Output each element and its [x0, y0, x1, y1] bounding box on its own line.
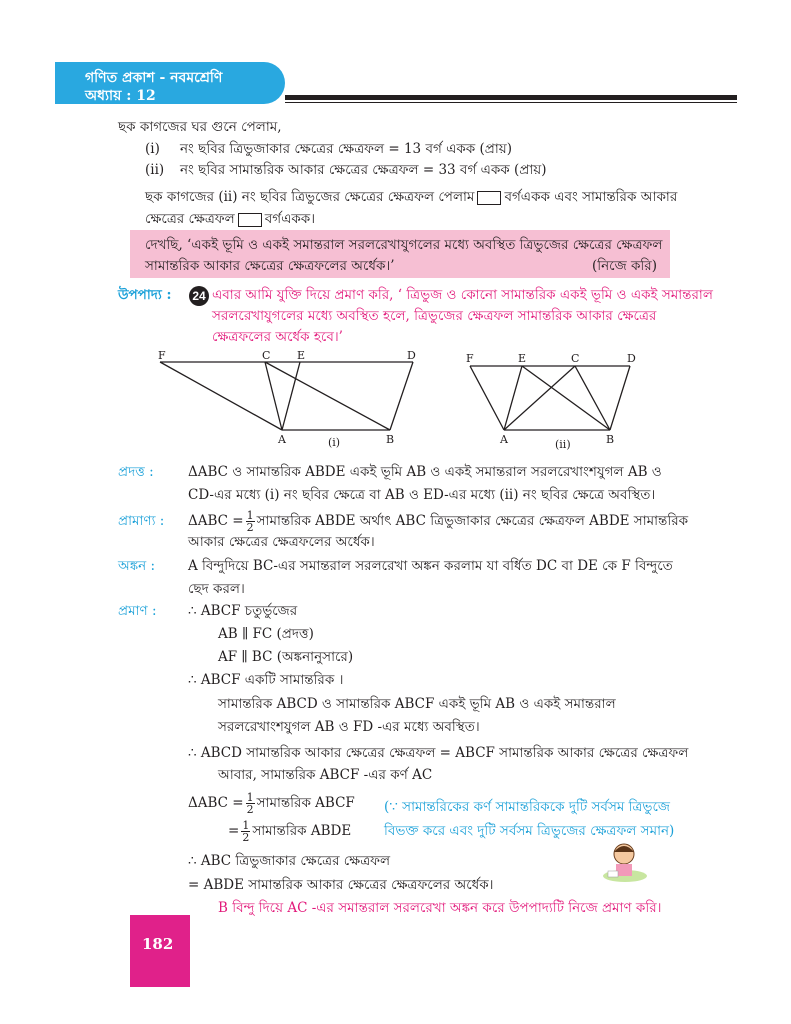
fill-line-1	[145, 188, 677, 206]
proof-line-8: আবার, সামান্তরিক ABCF -এর কর্ণ AC	[218, 767, 433, 783]
list-num-2: (ii)	[145, 162, 165, 178]
list-num-1: (i)	[145, 141, 160, 157]
theorem-line-3: ক্ষেত্রফলের অর্ধেক হবে।’	[212, 329, 343, 345]
highlight-line-1: দেখছি, ‘একই ভূমি ও একই সমান্তরাল সরলরেখাযুগলের মধ্যে অবস্থিত ত্রিভুজের ক্ষেত্রের ক্ষেত্রফল	[145, 237, 663, 253]
to-prove-line-2: আকার ক্ষেত্রের ক্ষেত্রফলের অর্ধেক।	[188, 534, 375, 550]
fig1-label-d: D	[407, 349, 416, 362]
page-number-tab	[130, 915, 190, 987]
given-line-1: ΔABC ও সামান্তরিক ABDE একই ভূমি AB ও একই সমান্তরাল সরলরেখাংশযুগল AB ও	[188, 464, 662, 480]
page-number: 182	[142, 935, 174, 953]
figure-2	[466, 352, 636, 451]
proof-line-4: ∴ ABCF একটি সামান্তরিক ।	[188, 672, 344, 688]
fig2-label-c: C	[571, 352, 580, 365]
proof-line-2: AB ∥ FC (প্রদত্ত)	[218, 626, 314, 642]
proof-conclusion-1: ∴ ABC ত্রিভুজাকার ক্ষেত্রের ক্ষেত্রফল	[188, 853, 391, 869]
figures	[150, 348, 650, 453]
proof-line-3: AF ∥ BC (অঙ্কনানুসারে)	[218, 649, 354, 665]
student-illustration-icon	[600, 838, 650, 883]
fill-line-1-a: ছক কাগজের (ii) নং ছবির ত্রিভুজের ক্ষেত্রের ক্ষেত্রফল পেলাম	[145, 189, 475, 205]
proof-line-5: সামান্তরিক ABCD ও সামান্তরিক ABCF একই ভূমি AB ও একই সমান্তরাল	[218, 696, 616, 712]
proof-reason-2: বিভক্ত করে এবং দুটি সর্বসম ত্রিভুজের ক্ষেত্রফল সমান)	[384, 823, 675, 839]
proof-eq-2: = $\frac{1}{2}$ সামান্তরিক ABDE	[228, 819, 352, 844]
fig1-label-c: C	[262, 349, 271, 362]
list-text-1: নং ছবির ত্রিভুজাকার ক্ষেত্রের ক্ষেত্রফল = 13 বর্গ একক (প্রায়)	[180, 141, 513, 157]
to-prove-line-1	[188, 508, 688, 534]
proof-reason-1: (∵ সামান্তরিকের কর্ণ সামান্তরিককে দুটি সর্বসম ত্রিভুজে	[384, 799, 670, 815]
fig1-label-e: E	[297, 349, 306, 362]
fig1-label-a: A	[278, 433, 286, 446]
fig2-label-e: E	[518, 352, 527, 365]
to-prove-label: প্রামাণ্য :	[118, 513, 165, 529]
proof-conclusion-2: = ABDE সামান্তরিক আকার ক্ষেত্রের ক্ষেত্রফলের অর্ধেক।	[188, 877, 494, 893]
proof-label: প্রমাণ :	[118, 603, 157, 619]
proof-line-6: সরলরেখাংশযুগল AB ও FD -এর মধ্যে অবস্থিত।	[218, 719, 480, 735]
proof-exercise: B বিন্দু দিয়ে AC -এর সমান্তরাল সরলরেখা অঙ্কন করে উপপাদ্যটি নিজে প্রমাণ করি।	[218, 900, 662, 916]
fig1-label-b: B	[386, 433, 395, 446]
header-rule	[285, 95, 737, 100]
fig1-label-f: F	[158, 349, 166, 362]
blank-box-2[interactable]	[238, 213, 262, 227]
book-title: গণিত প্রকাশ - নবমশ্রেণি	[85, 70, 223, 86]
fraction-half: $\frac{1}{2}$	[246, 791, 254, 816]
proof-line-7: ∴ ABCD সামান্তরিক আকার ক্ষেত্রের ক্ষেত্রফল = ABCF সামান্তরিক আকার ক্ষেত্রের ক্ষেত্রফল	[188, 745, 689, 761]
highlight-note: (নিজে করি)	[592, 258, 657, 274]
construction-label: অঙ্কন :	[118, 558, 156, 574]
header-rule-thin	[285, 102, 737, 103]
figure-1	[158, 349, 416, 449]
to-prove-rest: সামান্তরিক ABDE অর্থাৎ ABC ত্রিভুজাকার ক্ষেত্রের ক্ষেত্রফল ABDE সামান্তরিক	[256, 513, 689, 529]
theorem-line-2: সরলরেখাযুগলের মধ্যে অবস্থিত হলে, ত্রিভুজের ক্ষেত্রফল সামান্তরিক আকার ক্ষেত্রের	[212, 308, 657, 324]
construction-line-2: ছেদ করল।	[188, 581, 245, 597]
fill-line-2	[145, 210, 315, 228]
fraction-half: $\frac{1}{2}$	[242, 819, 250, 844]
intro-text: ছক কাগজের ঘর গুনে পেলাম,	[118, 119, 282, 135]
given-line-2: CD-এর মধ্যে (i) নং ছবির ক্ষেত্রে বা AB ও ED-এর মধ্যে (ii) নং ছবির ক্ষেত্রে অবস্থিত।	[188, 487, 656, 503]
chapter-header	[55, 62, 285, 104]
highlight-line-2: সামান্তরিক আকার ক্ষেত্রের ক্ষেত্রফলের অর্ধেক।’	[145, 258, 395, 274]
theorem-number: 24	[189, 286, 209, 306]
proof-line-1: ∴ ABCF চতুর্ভুজের	[188, 603, 298, 619]
given-label: প্রদত্ত :	[118, 464, 154, 480]
fill-line-2-b: বর্গএকক।	[264, 211, 316, 227]
fig2-label-d: D	[627, 352, 636, 365]
fill-line-1-b: বর্গএকক এবং সামান্তরিক আকার	[504, 189, 678, 205]
fill-line-2-a: ক্ষেত্রের ক্ষেত্রফল	[145, 211, 235, 227]
fig2-caption: (ii)	[555, 438, 571, 451]
theorem-label: উপপাদ্য :	[118, 287, 172, 303]
fig2-label-a: A	[500, 433, 508, 446]
blank-box-1[interactable]	[477, 191, 501, 205]
chapter-label: অধ্যায় : 12	[85, 88, 156, 104]
construction-line-1: A বিন্দুদিয়ে BC-এর সমান্তরাল সরলরেখা অঙ্কন করলাম যা বর্ধিত DC বা DE কে F বিন্দুতে	[188, 558, 673, 574]
list-text-2: নং ছবির সামান্তরিক আকার ক্ষেত্রের ক্ষেত্রফল = 33 বর্গ একক (প্রায়)	[180, 162, 547, 178]
proof-eq-1: ΔABC = $\frac{1}{2}$ সামান্তরিক ABCF	[188, 791, 355, 816]
theorem-line-1: এবার আমি যুক্তি দিয়ে প্রমাণ করি, ‘ ত্রিভুজ ও কোনো সামান্তরিক একই ভূমি ও একই সমান্তরাল	[212, 287, 713, 303]
fraction-half: $\frac{1}{2}$	[246, 509, 254, 534]
fig2-label-b: B	[606, 433, 615, 446]
fig2-label-f: F	[466, 352, 474, 365]
fig1-caption: (i)	[328, 436, 341, 449]
to-prove-lhs: ΔABC =	[188, 513, 244, 529]
